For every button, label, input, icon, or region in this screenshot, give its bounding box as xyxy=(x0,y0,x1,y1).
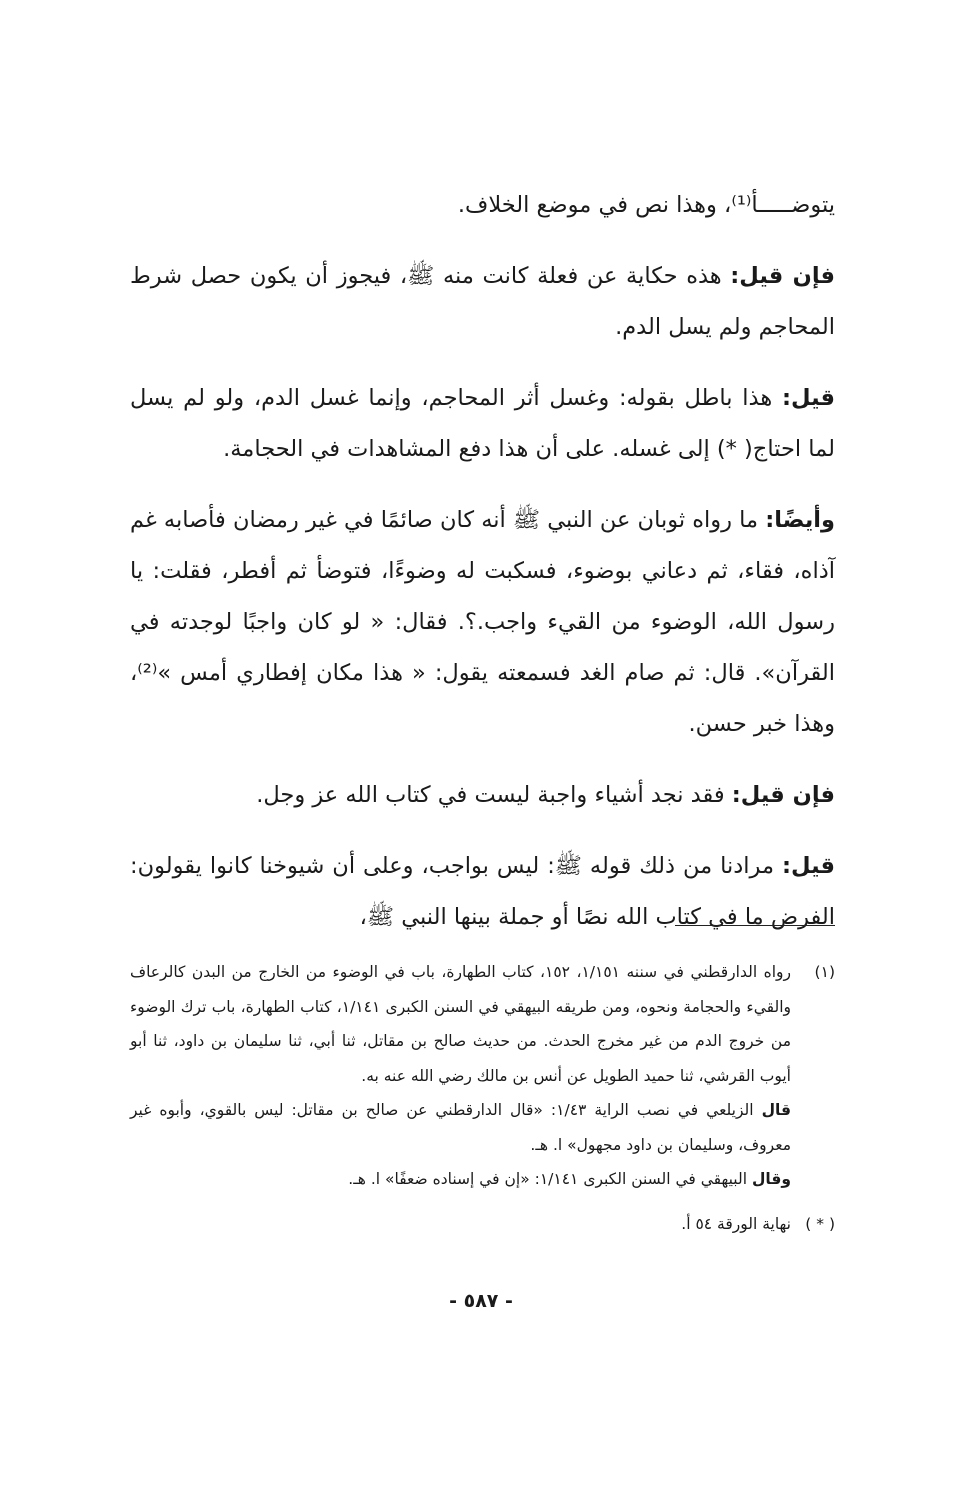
footnote-text: رواه الدارقطني في سننه ١/١٥١، ١٥٢، كتاب الطهارة، باب في الوضوء من الخارج من البدن كالرعاف والقيء والحجامة ونحوه، ومن طريقه البيهقي في السنن الكبرى ١/١٤١، كتاب الطهارة، باب ترك الوضوء من خروج الدم من غير مخرج الحدث. من حديث صالح بن مقاتل، ثنا أبي، ثنا سليمان بن داود، ثنا أبو أيوب القرشي، ثنا حميد الطويل عن أنس بن مالك رضي الله عنه به. xyxy=(130,963,792,1085)
paragraph-text: هذا باطل بقوله: وغسل أثر المحاجم، وإنما غسل الدم، ولو لم يسل لما احتاج( *) إلى غسله. على أن هذا دفع المشاهدات في الحجامة. xyxy=(130,385,835,462)
footnote-separator xyxy=(675,925,835,926)
footnote-line xyxy=(130,1162,791,1197)
footnote-bold: قال xyxy=(761,1101,791,1119)
paragraph-6 xyxy=(130,841,835,943)
footnote-2 xyxy=(130,1207,835,1242)
page-number: - ٥٨٧ - xyxy=(449,1290,513,1312)
footnote-body xyxy=(130,1207,791,1242)
paragraph-text: يتوضـــــأ⁽¹⁾، وهذا نص في موضع الخلاف. xyxy=(457,192,835,218)
paragraph-3 xyxy=(130,373,835,475)
paragraph-lead: قيل: xyxy=(782,853,835,879)
paragraph-lead: وأيضًا: xyxy=(765,507,835,533)
paragraph-lead: فإن قيل: xyxy=(731,782,835,808)
footnote-1 xyxy=(130,955,835,1197)
paragraph-text: ما رواه ثوبان عن النبي ﷺ أنه كان صائمًا في غير رمضان فأصابه غم آذاه، فقاء، ثم دعاني بوضوء، فسكبت له وضوءًا، فتوضأ ثم أفطر، فقلت: يا رسول الله، الوضوء من القيء واجب.؟. فقال: « لو كان واجبًا لوجدته في القرآن». قال: ثم صام الغد فسمعته يقول: « هذا مكان إفطاري أمس »⁽²⁾، وهذا خبر حسن. xyxy=(130,507,835,737)
paragraph-text: مرادنا من ذلك قوله ﷺ: ليس بواجب، وعلى أن شيوخنا كانوا يقولون: الفرض ما في كتاب الله نصًا أو جملة بينها النبي ﷺ، xyxy=(130,853,835,930)
footnote-marker: (١) xyxy=(814,963,835,981)
paragraph-lead: قيل: xyxy=(782,385,835,411)
paragraph-text: فقد نجد أشياء واجبة ليست في كتاب الله عز وجل. xyxy=(256,782,732,808)
footnote-marker: ( * ) xyxy=(805,1214,835,1233)
footnote-text: نهاية الورقة ٥٤ أ. xyxy=(681,1214,791,1233)
footnote-body xyxy=(130,955,791,1197)
paragraph-1 xyxy=(130,180,835,231)
footnote-line xyxy=(130,955,791,1093)
footnote-text: البيهقي في السنن الكبرى ١/١٤١: «إن في إسناده ضعفًا» ا. هـ. xyxy=(348,1170,752,1188)
footnotes xyxy=(130,955,835,1241)
footnote-line xyxy=(130,1093,791,1162)
main-text xyxy=(130,180,835,963)
footnote-text: الزيلعي في نصب الراية ١/٤٣: «قال الدارقطني عن صالح بن مقاتل: ليس بالقوي، وأبوه غير معروف، وسليمان بن داود مجهول» ا. هـ. xyxy=(130,1101,791,1154)
paragraph-lead: فإن قيل: xyxy=(730,263,836,289)
footnote-bold: وقال xyxy=(751,1170,791,1188)
paragraph-4 xyxy=(130,495,835,750)
paragraph-text: هذه حكاية عن فعلة كانت منه ﷺ، فيجوز أن يكون حصل شرط المحاجم ولم يسل الدم. xyxy=(130,263,835,340)
paragraph-2 xyxy=(130,251,835,353)
paragraph-5 xyxy=(130,770,835,821)
footnote-line xyxy=(130,1207,791,1242)
